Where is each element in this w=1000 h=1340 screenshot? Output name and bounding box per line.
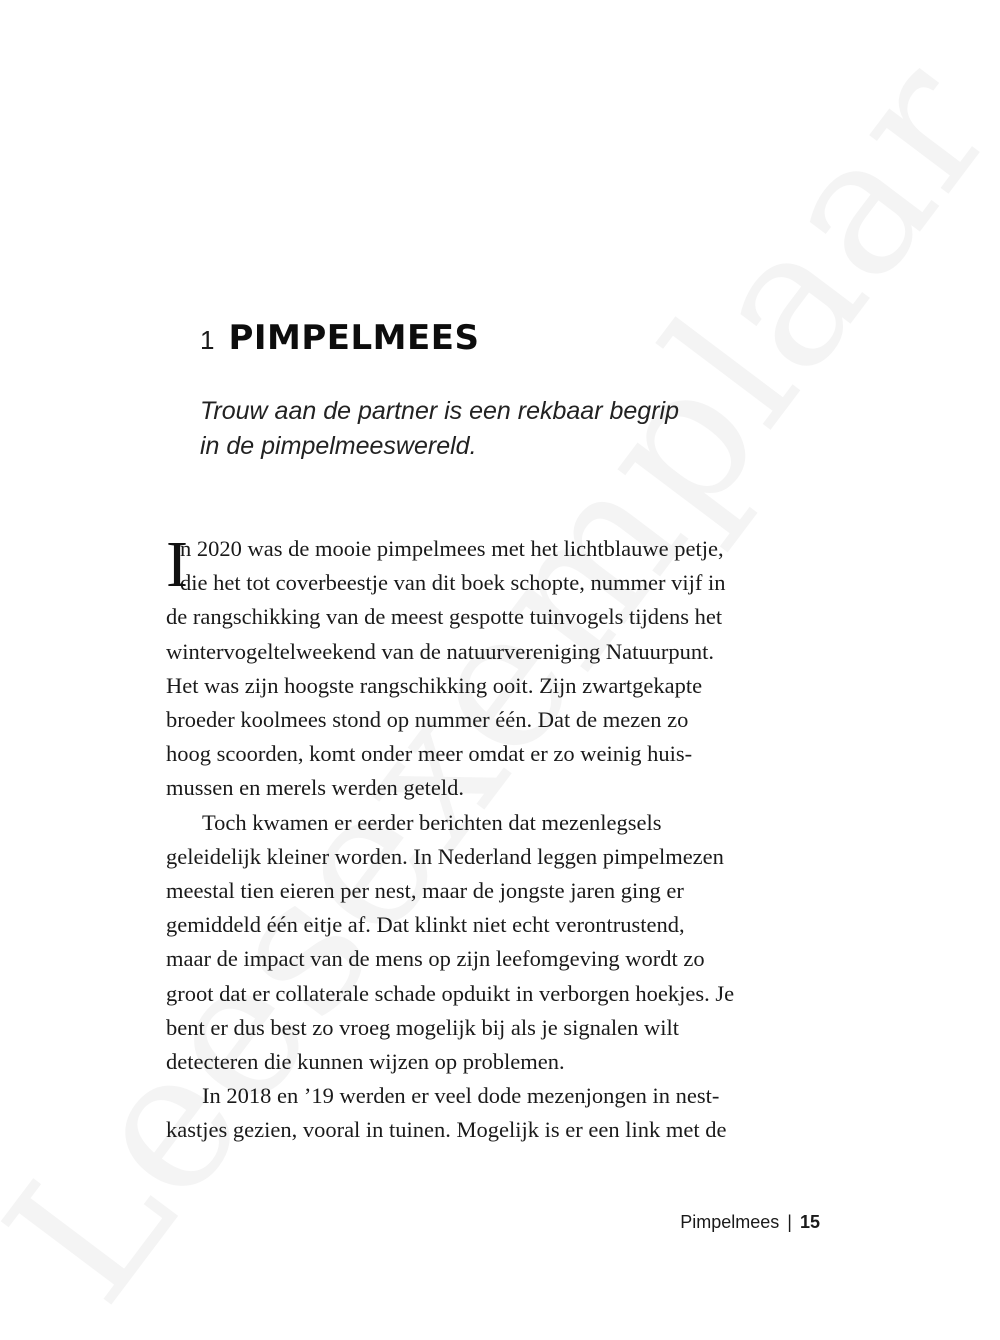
text-line: wintervogeltelweekend van de natuurvereniging Natuurpunt. xyxy=(166,638,714,664)
text-line: die het tot coverbeestje van dit boek schopte, nummer vijf in xyxy=(180,570,726,596)
text-line: bent er dus best zo vroeg mogelijk bij als je signalen wilt xyxy=(166,1014,680,1040)
chapter-title: PIMPELMEES xyxy=(228,318,480,358)
text-line: Toch kwamen er eerder berichten dat mezenlegsels xyxy=(202,809,662,835)
opening-paragraph xyxy=(166,528,826,601)
text-line: geleidelijk kleiner worden. In Nederland leggen pimpelmezen xyxy=(166,843,724,869)
drop-cap: I xyxy=(166,528,188,601)
page-number: 15 xyxy=(799,1212,820,1232)
text-line: de rangschikking van de meest gespotte tuinvogels tijdens het xyxy=(166,604,723,630)
running-title: Pimpelmees xyxy=(680,1212,780,1232)
text-line: mussen en merels werden geteld. xyxy=(166,775,465,801)
chapter-number: 1 xyxy=(200,325,215,355)
epigraph-line: Trouw aan de partner is een rekbaar begrip xyxy=(200,397,679,425)
text-line: broeder koolmees stond op nummer één. Dat de mezen zo xyxy=(166,707,689,733)
body-text xyxy=(166,528,826,1148)
epigraph-line: in de pimpelmeeswereld. xyxy=(200,432,477,460)
text-line: n 2020 was de mooie pimpelmees met het lichtblauwe petje, xyxy=(180,536,724,561)
epigraph xyxy=(200,394,820,464)
text-line: kastjes gezien, vooral in tuinen. Mogelijk is er een link met de xyxy=(166,1117,727,1143)
chapter-heading xyxy=(200,318,479,358)
page-footer xyxy=(680,1212,820,1233)
text-line: gemiddeld één eitje af. Dat klinkt niet echt verontrustend, xyxy=(166,912,685,938)
footer-separator: | xyxy=(787,1212,792,1232)
text-line: groot dat er collaterale schade opduikt in verborgen hoekjes. Je xyxy=(166,980,735,1006)
text-line: maar de impact van de mens op zijn leefomgeving wordt zo xyxy=(166,946,705,972)
text-line: meestal tien eieren per nest, maar de jongste jaren ging er xyxy=(166,878,684,904)
text-line: In 2018 en ’19 werden er veel dode mezenjongen in nest- xyxy=(202,1083,720,1109)
text-line: hoog scoorden, komt onder meer omdat er zo weinig huis- xyxy=(166,741,693,767)
text-line: detecteren die kunnen wijzen op problemen. xyxy=(166,1049,565,1075)
text-line: Het was zijn hoogste rangschikking ooit. Zijn zwartgekapte xyxy=(166,672,703,698)
